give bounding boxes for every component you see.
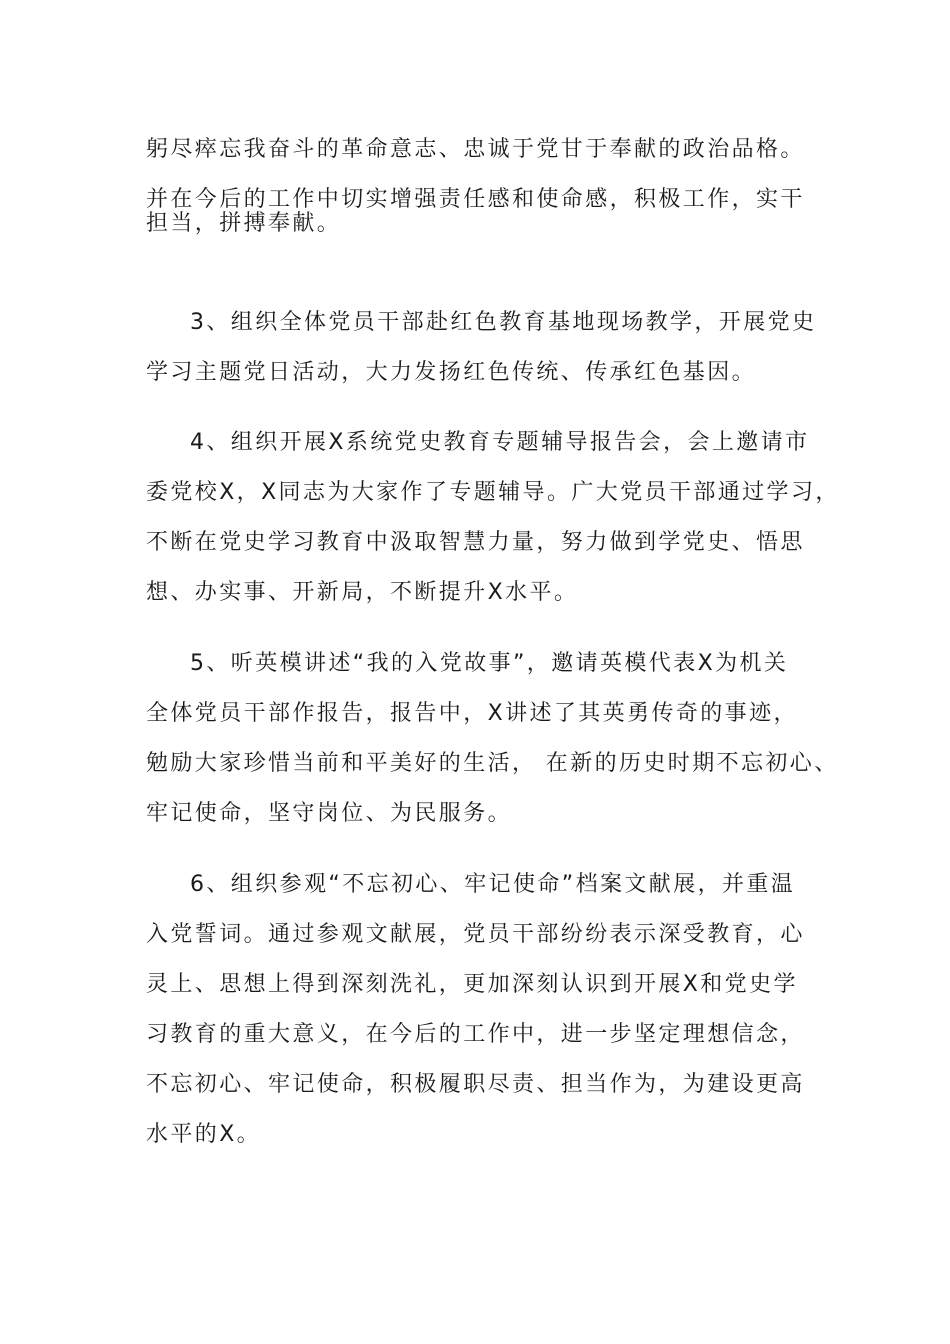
text-line: 躬尽瘁忘我奋斗的革命意志、忠诚于党甘于奉献的政治品格。 — [146, 137, 805, 162]
text-line: 不忘初心、牢记使命，积极履职尽责、担当作为，为建设更高 — [146, 1072, 805, 1097]
text-line: 牢记使命，坚守岗位、为民服务。 — [146, 801, 513, 826]
text-line: 4、组织开展X系统党史教育专题辅导报告会，会上邀请市 — [190, 430, 810, 455]
text-line: 并在今后的工作中切实增强责任感和使命感，积极工作，实干 — [146, 187, 805, 212]
text-line: 想、办实事、开新局，不断提升X水平。 — [146, 580, 579, 605]
text-line: 全体党员干部作报告，报告中，X讲述了其英勇传奇的事迹， — [146, 701, 798, 726]
text-line: 3、组织全体党员干部赴红色教育基地现场教学，开展党史 — [190, 310, 817, 335]
text-line: 习教育的重大意义，在今后的工作中，进一步坚定理想信念， — [146, 1022, 805, 1047]
text-line: 不断在党史学习教育中汲取智慧力量，努力做到学党史、悟思 — [146, 530, 805, 555]
text-line: 学习主题党日活动，大力发扬红色传统、传承红色基因。 — [146, 360, 757, 385]
text-line: 担当，拼搏奉献。 — [146, 211, 342, 236]
text-line: 5、听英模讲述“我的入党故事”，邀请英模代表X为机关 — [190, 651, 789, 676]
text-line: 委党校X，X同志为大家作了专题辅导。广大党员干部通过学习， — [146, 480, 840, 505]
text-line: 入党誓词。通过参观文献展，党员干部纷纷表示深受教育，心 — [146, 922, 805, 947]
text-line: 水平的X。 — [146, 1122, 262, 1147]
text-line: 灵上、思想上得到深刻洗礼，更加深刻认识到开展X和党史学 — [146, 972, 798, 997]
text-line: 勉励大家珍惜当前和平美好的生活， 在新的历史时期不忘初心、 — [146, 751, 839, 776]
text-line: 6、组织参观“不忘初心、牢记使命”档案文献展，并重温 — [190, 872, 796, 897]
